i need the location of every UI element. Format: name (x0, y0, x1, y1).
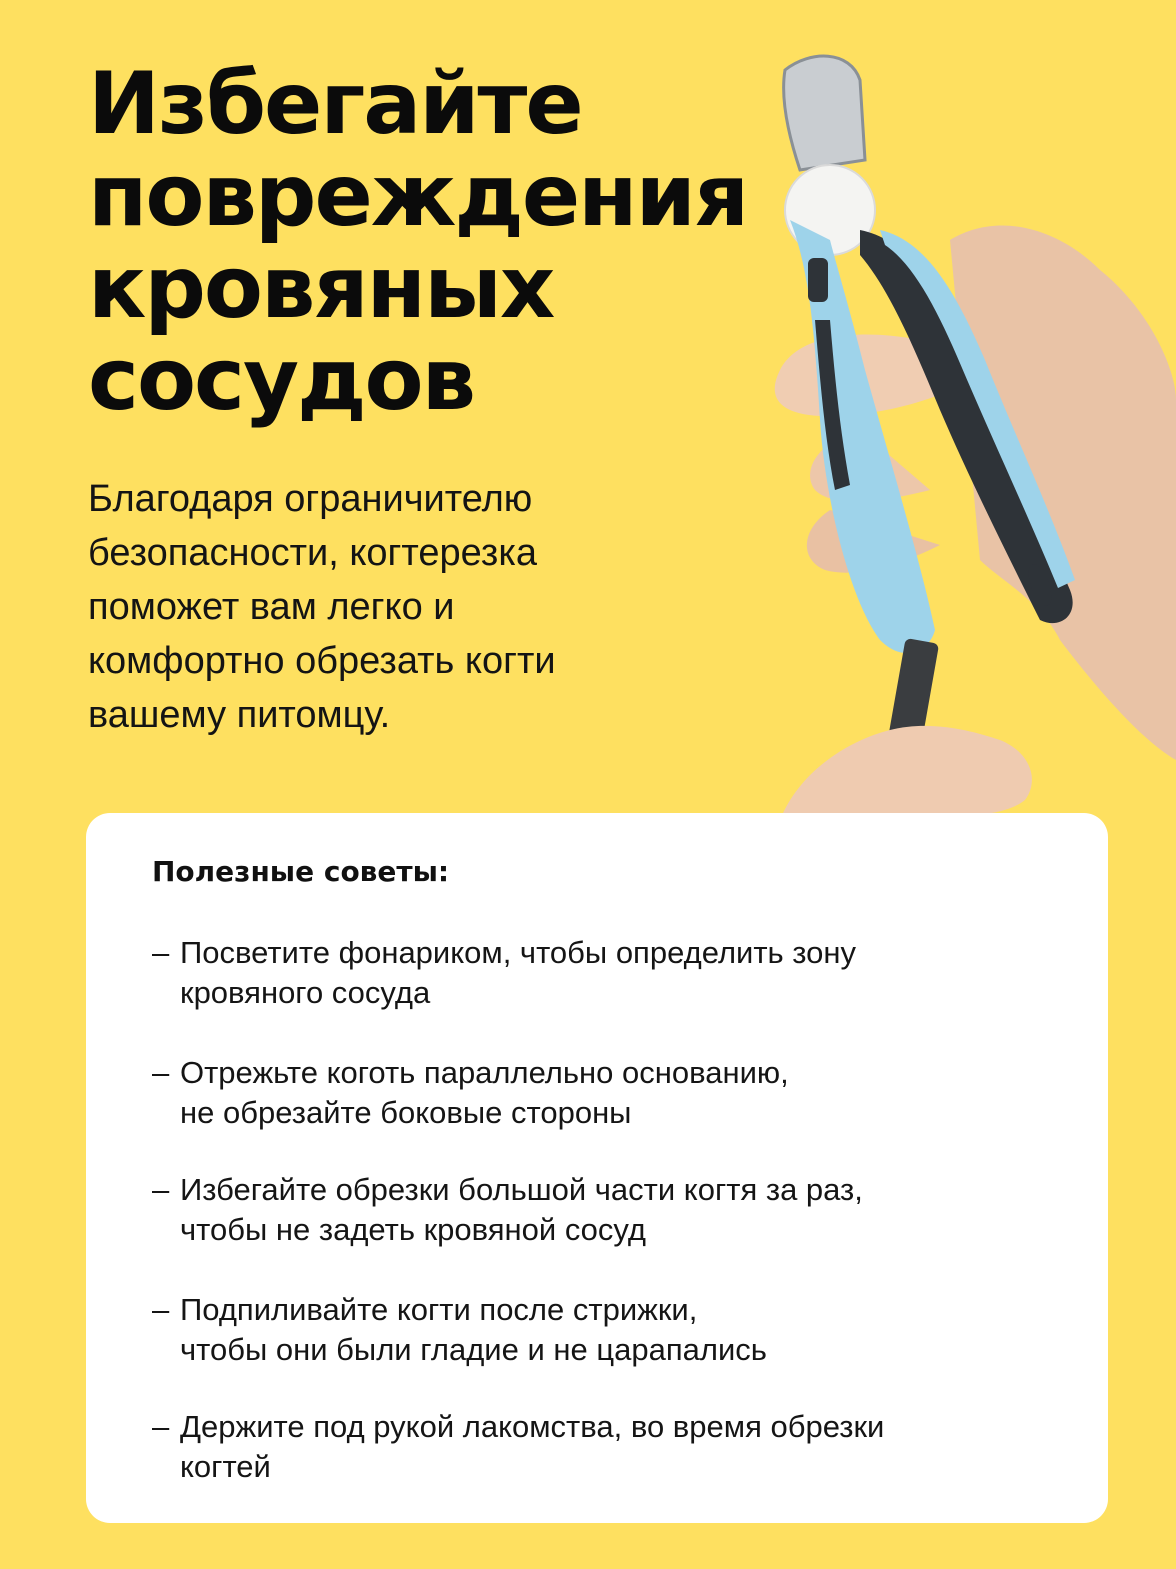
tip-dash: – (152, 1292, 170, 1327)
headline-line-2: повреждения (88, 146, 748, 246)
lead-line-4: комфортно обрезать когти (88, 640, 556, 682)
tip-line: чтобы они были гладие и не царапались (180, 1332, 767, 1367)
tip-line: кровяного сосуда (180, 975, 431, 1010)
lead-line-1: Благодаря ограничителю (88, 478, 533, 520)
tip-dash: – (152, 1172, 170, 1207)
nail-clipper-in-hand-illustration (740, 40, 1176, 820)
lead-line-5: вашему питомцу. (88, 694, 391, 736)
tip-line: Избегайте обрезки большой части когтя за раз, (180, 1172, 863, 1207)
tip-line: чтобы не задеть кровяной сосуд (180, 1212, 646, 1247)
tips-card (86, 813, 1108, 1523)
lower-hand (780, 726, 1032, 820)
headline-line-3: кровяных (88, 238, 554, 338)
tip-item-4 (152, 1290, 1052, 1370)
headline-line-1: Избегайте (88, 54, 582, 154)
tip-dash: – (152, 1409, 170, 1444)
tip-line: Отрежьте коготь параллельно основанию, (180, 1055, 789, 1090)
lead-line-3: поможет вам легко и (88, 586, 455, 628)
tips-title: Полезные советы: (152, 855, 450, 888)
tip-item-5 (152, 1407, 1052, 1487)
blade (784, 56, 865, 170)
tip-item-2 (152, 1053, 1052, 1133)
tip-line: не обрезайте боковые стороны (180, 1095, 632, 1130)
lock-switch (808, 258, 828, 302)
tip-line: Посветите фонариком, чтобы определить зону (180, 935, 857, 970)
tip-dash: – (152, 1055, 170, 1090)
tip-item-3 (152, 1170, 1052, 1250)
tip-dash: – (152, 935, 170, 970)
lead-paragraph (88, 472, 648, 742)
headline (88, 54, 748, 430)
headline-line-4: сосудов (88, 330, 475, 430)
tip-item-1 (152, 933, 1052, 1013)
tip-line: Держите под рукой лакомства, во время обрезки (180, 1409, 885, 1444)
tip-line: Подпиливайте когти после стрижки, (180, 1292, 698, 1327)
lead-line-2: безопасности, когтерезка (88, 532, 537, 574)
tip-line: когтей (180, 1449, 271, 1484)
